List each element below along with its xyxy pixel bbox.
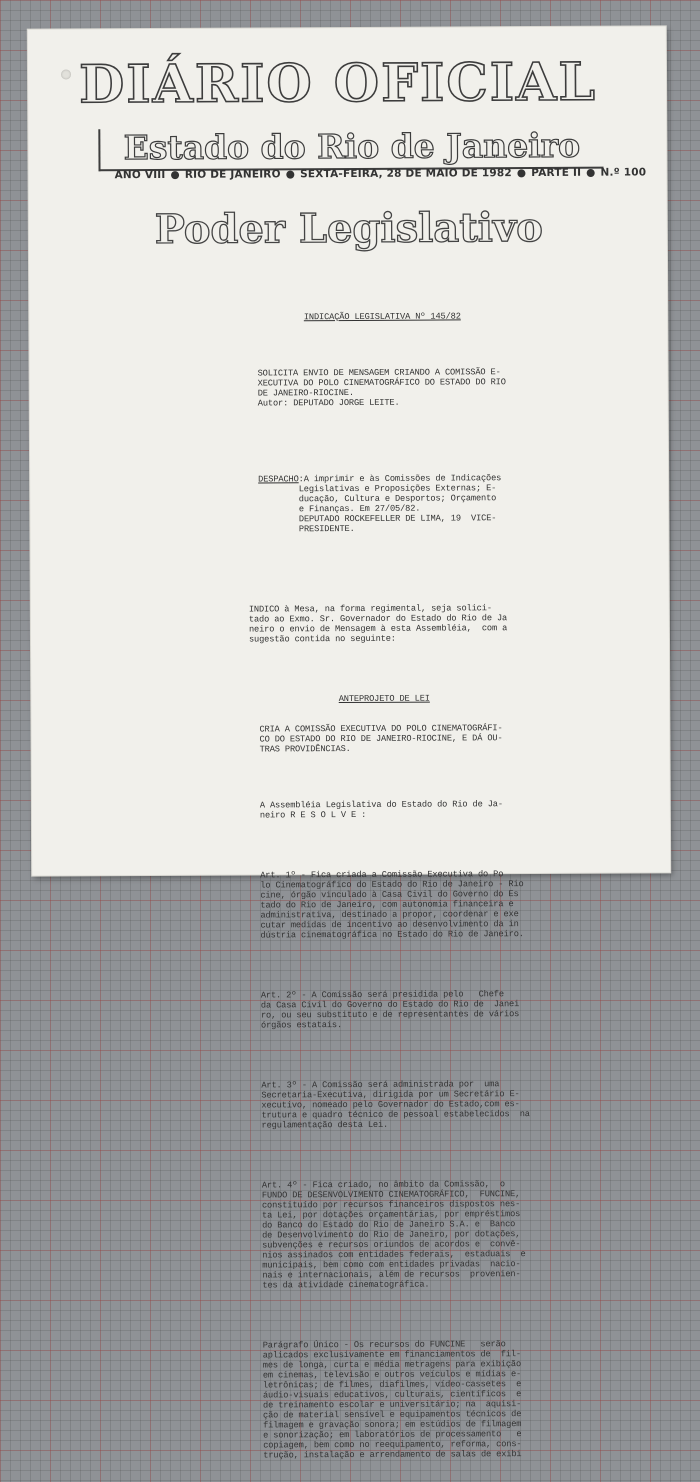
text-line: tado do Rio de Janeiro, com autonomia financeira e [260,899,514,911]
article-2 [260,989,520,1031]
text-line: DE JANEIRO-RIOCINE. [257,387,354,399]
anteprojeto-cria [259,723,509,754]
text-line: sugestão contida no seguinte: [248,633,396,645]
paragrafo-unico [262,1339,522,1461]
text-line: Secretaria-Executiva, dirigida por um Secretário E- [261,1089,520,1101]
text-line: Art. 3º - A Comissão será administrada por uma [261,1079,500,1091]
edition-part: PARTE II [531,166,582,180]
text-line: do Banco do Estado do Rio de Janeiro S.A. e Banco [262,1219,516,1231]
text-line: xecutivo, nomeado pelo Governador do Estado,com es- [261,1099,520,1111]
text-line: Autor: DEPUTADO JORGE LEITE. [257,397,400,409]
edition-year: ANO VIII [114,168,166,182]
text-line: XECUTIVA DO POLO CINEMATOGRÁFICO DO ESTADO DO RIO [257,377,506,389]
text-line: áudio-visuais educativos, culturais, científicos e [262,1389,522,1401]
text-line: regulamentação desta Lei. [261,1119,389,1131]
text-line: lo Cinematográfico do Estado do Rio de Janeiro - Rio [260,879,524,891]
newspaper-page [28,26,670,1461]
text-line: copiagem, bem como no reequipamento, reforma, cons- [263,1439,522,1451]
text-line: aplicados exclusivamente em financiamentos de fil- [262,1349,521,1361]
text-line: trutura e quadro técnico de pessoal estabelecidos na [261,1109,530,1121]
text-line: DEPUTADO ROCKEFELLER DE LIMA, 19 VICE- [298,513,497,525]
text-line: INDICO à Mesa, na forma regimental, seja solici- [248,603,492,615]
masthead-title: DIÁRIO OFICIAL [78,51,598,116]
text-line: filmagem e gravação sonora; em estúdios de filmagem [263,1419,522,1431]
masthead-info-line: ANO VIII ● RIO DE JANEIRO ● SEXTA-FEIRA, 28 DE MAIO DE 1982 ● PARTE II ● N.º 100 [114,166,647,182]
text-line: em cinemas, televisão e outros veículos e mídias e- [262,1369,522,1381]
text-line: de treinamento escolar e universitário; na aquisi- [262,1399,522,1411]
text-line: municipais, bem como com entidades privadas nacio- [262,1259,521,1271]
article-4 [261,1179,526,1291]
text-line: FUNDO DE DESENVOLVIMENTO CINEMATOGRÁFICO, FUNCINE, [261,1189,521,1201]
text-line: :A imprimir e às Comissões de Indicações [298,473,502,485]
text-line: CO DO ESTADO DO RIO DE JANEIRO-RIOCINE, E DÁ OU- [259,733,503,745]
text-line: CRIA A COMISSÃO EXECUTIVA DO POLO CINEMATOGRÁFI- [259,723,503,735]
text-line: Art. 1º - Fica criada a Comissão Executiva do Po [260,869,504,881]
text-line: ro, ou seu substituto e de representantes de vários [260,1009,520,1021]
text-line: ta Lei, por dotações orçamentárias, por empréstimos [261,1209,521,1221]
text-line: tado ao Exmo. Sr. Governador do Estado do Rio de Ja [248,613,508,625]
text-line: neiro R E S O L V E : [259,809,367,821]
punch-hole [61,69,71,79]
text-line: nais e internacionais, além de recursos provenien- [262,1269,521,1281]
text-line: de Desenvolvimento do Rio de Janeiro, por dotações, [262,1229,521,1241]
text-line: órgãos estatais. [260,1020,343,1031]
article-body [248,291,530,1480]
text-line: SOLICITA ENVIO DE MENSAGEM CRIANDO A COMISSÃO E- [257,367,501,379]
edition-number: N.º 100 [600,166,647,179]
anteprojeto-preamble [260,799,510,820]
text-line: nios assinados com entidades federais, estaduais e [262,1249,526,1261]
anteprojeto-heading: ANTEPROJETO DE LEI [338,693,430,705]
indicacao-indico [249,603,509,644]
section-title: Poder Legislativo [154,203,543,254]
text-line: Legislativas e Proposições Externas; E- [298,483,497,495]
article-3 [261,1079,530,1131]
edition-date: SEXTA-FEIRA, 28 DE MAIO DE 1982 [300,167,512,181]
text-line: cine, órgão vinculado à Casa Civil do Governo do Es [260,889,519,901]
text-line: ducação, Cultura e Desportos; Orçamento [298,493,497,505]
indicacao-heading: INDICAÇÃO LEGISLATIVA Nº 145/82 [303,311,461,323]
text-line: PRESIDENTE. [298,523,355,535]
text-line: constituído por recursos financeiros dispostos nes- [261,1199,521,1211]
despacho-text [299,473,502,534]
edition-city: RIO DE JANEIRO [184,168,281,181]
text-line: letrônicas; de filmes, diafilmes, vídeo-cassetes e [262,1379,522,1391]
text-line: ção de material sensível e equipamentos técnicos de [263,1409,522,1421]
text-line: TRAS PROVIDÊNCIAS. [259,743,351,755]
article-1 [260,869,524,941]
text-line: neiro o envio de Mensagem à esta Assembléia, com a [248,623,508,635]
text-line: A Assembléia Legislativa do Estado do Rio de Ja- [259,799,503,811]
indicacao-solicita [258,367,508,408]
text-line: e Finanças. Em 27/05/82. [298,503,421,515]
text-line: Art. 4º - Fica criado, no âmbito da Comissão, o [261,1179,505,1191]
text-line: subvenções e recursos oriundos de acordos e convê- [262,1239,521,1251]
text-line: dústria cinematográfica no Estado do Rio de Janeiro. [260,929,524,941]
text-line: e sonorização; em laboratórios de processamento e [263,1429,522,1441]
despacho-label: DESPACHO [258,474,299,485]
text-line: administrativa, destinado a propor, coordenar e exe [260,909,519,921]
indicacao-despacho [258,453,509,554]
text-line: mes de longa, curta e média metragens para exibição [262,1359,522,1371]
masthead-subtitle: Estado do Rio de Janeiro [98,127,603,172]
text-line: Parágrafo Único - Os recursos do FUNCINE serão [262,1339,506,1351]
text-line: trução, instalação e arrendamento de salas de exibi [263,1449,522,1461]
text-line: cutar medidas de incentivo ao desenvolvimento da in [260,919,519,931]
text-line: Art. 2º - A Comissão será presidida pelo Chefe [260,989,504,1001]
text-line: da Casa Civil do Governo do Estado do Rio de Janei [260,999,520,1011]
text-line: tes da atividade cinematográfica. [262,1279,430,1291]
